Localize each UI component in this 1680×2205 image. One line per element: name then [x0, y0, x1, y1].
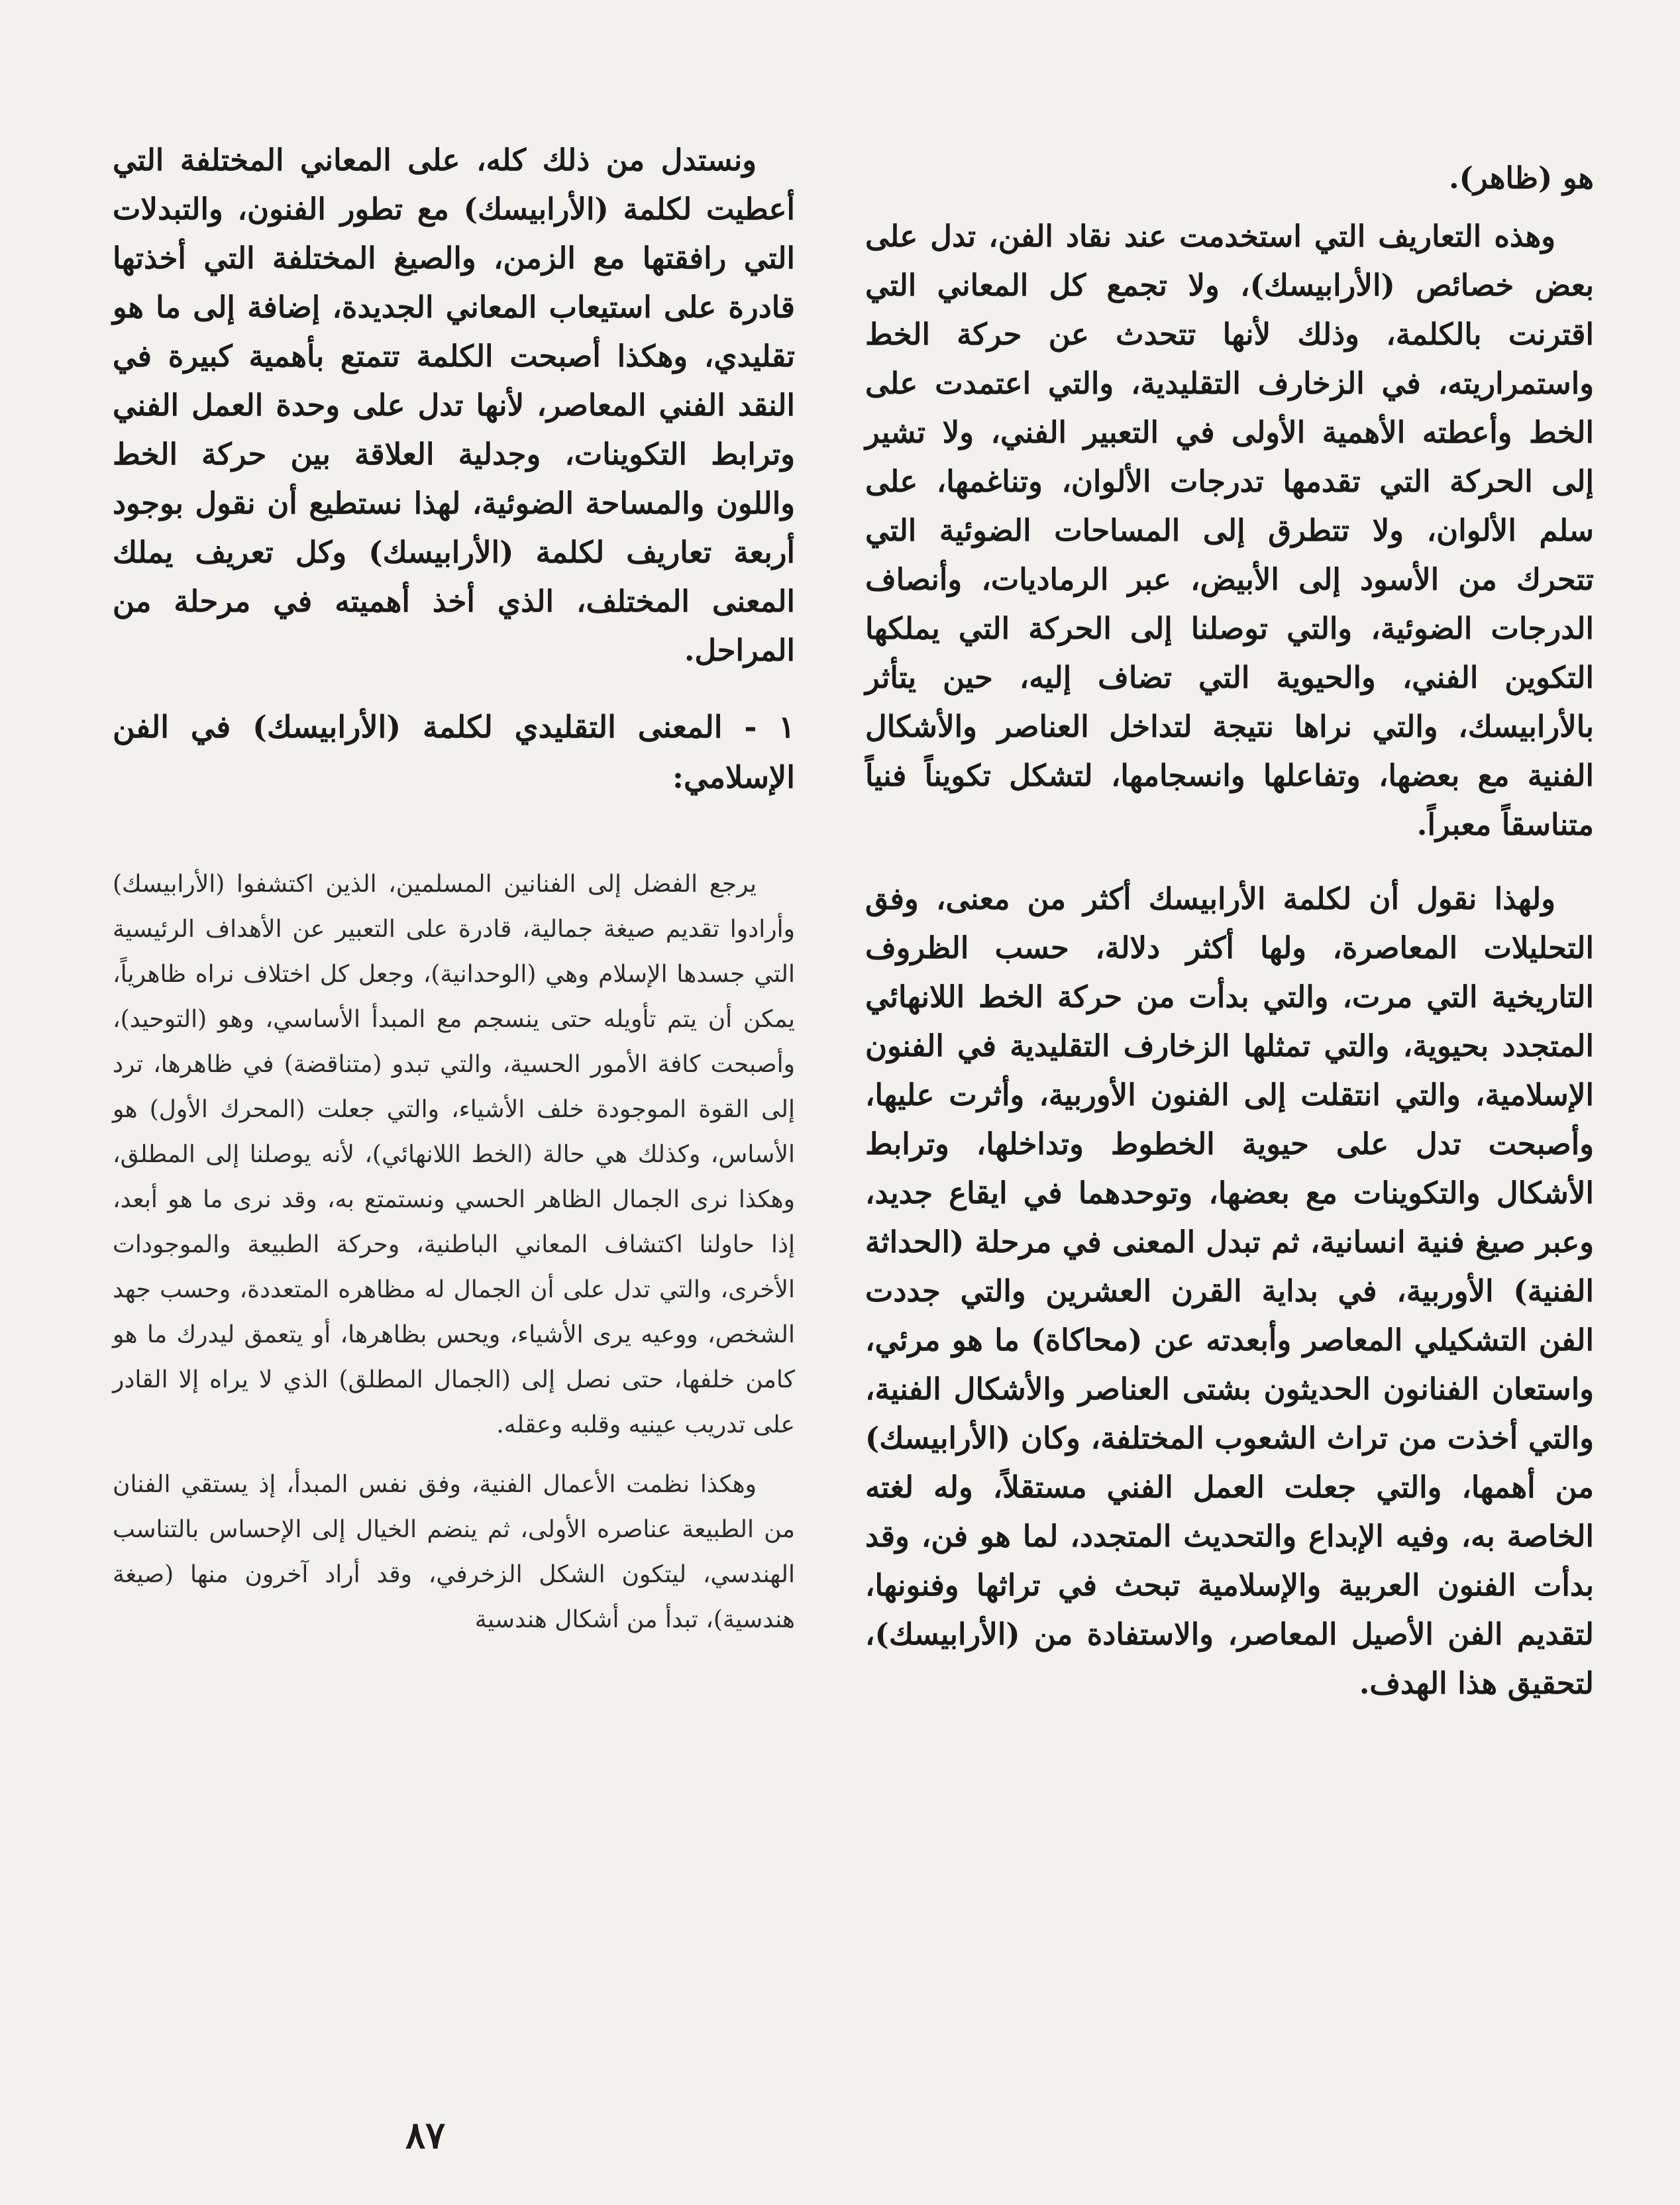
left-column: [113, 136, 795, 1642]
intro-paragraph: ونستدل من ذلك كله، على المعاني المختلفة التي أعطيت لكلمة (الأرابيسك) مع تطور الفنون، والتبدلات التي رافقتها مع الزمن، والصيغ المختلفة التي أخذتها قادرة على استيعاب المعاني الجديدة، إضافة إلى ما هو تقليدي، وهكذا أصبحت الكلمة تتمتع بأهمية كبيرة في النقد الفني المعاصر، لأنها تدل على وحدة العمل الفني وترابط التكوينات، وجدلية العلاقة بين حركة الخط واللون والمساحة الضوئية، لهذا نستطيع أن نقول بوجود أربعة تعاريف لكلمة (الأرابيسك) وكل تعريف يملك المعنى المختلف، الذي أخذ أهميته في مرحلة من المراحل.: [113, 142, 795, 668]
paragraph: وهذه التعاريف التي استخدمت عند نقاد الفن، تدل على بعض خصائص (الأرابيسك)، ولا تجمع كل المعاني التي اقترنت بالكلمة، وذلك لأنها تتحدث عن حركة الخط واستمراريته، في الزخارف التقليدية، والتي اعتمدت على الخط وأعطته الأهمية الأولى في التعبير الفني، ولا تشير إلى الحركة التي تقدمها تدرجات الألوان، وتناغمها، على سلم الألوان، ولا تتطرق إلى المساحات الضوئية التي تتحرك من الأسود إلى الأبيض، عبر الرماديات، وأنصاف الدرجات الضوئية، والتي توصلنا إلى الحركة التي يملكها التكوين الفني، والحيوية التي تضاف إليه، حين يتأثر بالأرابيسك، والتي نراها نتيجة لتداخل العناصر والأشكال الفنية مع بعضها، وتفاعلها وانسجامها، لتشكل تكويناً فنياً متناسقاً معبراً.: [865, 219, 1594, 842]
right-column: [865, 154, 1594, 1708]
page-number: ٨٧: [405, 2114, 446, 2157]
paragraph: وهكذا نظمت الأعمال الفنية، وفق نفس المبدأ، إذ يستقي الفنان من الطبيعة عناصره الأولى، ثم ينضم الخيال إلى الإحساس بالتناسب الهندسي، ليتكون الشكل الزخرفي، وقد أراد آخرون منها (صيغة هندسية)، تبدأ من أشكال هندسية: [113, 1471, 795, 1633]
paragraph: ولهذا نقول أن لكلمة الأرابيسك أكثر من معنى، وفق التحليلات المعاصرة، ولها أكثر دلالة، حسب الظروف التاريخية التي مرت، والتي بدأت من حركة الخط اللانهائي المتجدد بحيوية، والتي تمثلها الزخارف التقليدية في الفنون الإسلامية، والتي انتقلت إلى الفنون الأوربية، وأثرت عليها، وأصبحت تدل على حيوية الخطوط وتداخلها، وترابط الأشكال والتكوينات مع بعضها، وتوحدهما في ايقاع جديد، وعبر صيغ فنية انسانية، ثم تبدل المعنى في مرحلة (الحداثة الفنية) الأوربية، في بداية القرن العشرين والتي جددت الفن التشكيلي المعاصر وأبعدته عن (محاكاة) ما هو مرئي، واستعان الفنانون الحديثون بشتى العناصر والأشكال الفنية، والتي أخذت من تراث الشعوب المختلفة، وكان (الأرابيسك) من أهمها، والتي جعلت العمل الفني مستقلاً، وله لغته الخاصة به، وفيه الإبداع والتحديث المتجدد، لما هو فن، وقد بدأت الفنون العربية والإسلامية تبحث في تراثها وفنونها، لتقديم الفن الأصيل المعاصر، والاستفادة من (الأرابيسك)، لتحقيق هذا الهدف.: [865, 881, 1594, 1701]
section-body: [113, 862, 795, 1642]
section-heading: ١ - المعنى التقليدي لكلمة (الأرابيسك) في الفن الإسلامي:: [113, 709, 795, 795]
paragraph: هو (ظاهر).: [1449, 160, 1594, 195]
paragraph: يرجع الفضل إلى الفنانين المسلمين، الذين اكتشفوا (الأرابيسك) وأرادوا تقديم صيغة جمالية، قادرة على التعبير عن الأهداف الرئيسية التي جسدها الإسلام وهي (الوحدانية)، وجعل كل اختلاف نراه ظاهرياً، يمكن أن يتم تأويله حتى ينسجم مع المبدأ الأساسي، وهو (التوحيد)، وأصبحت كافة الأمور الحسية، والتي تبدو (متناقضة) في ظاهرها، ترد إلى القوة الموجودة خلف الأشياء، والتي جعلت (المحرك الأول) هو الأساس، وكذلك هي حالة (الخط اللانهائي)، لأنه يوصلنا إلى المطلق، وهكذا نرى الجمال الظاهر الحسي ونستمتع به، وقد نرى ما هو أبعد، إذا حاولنا اكتشاف المعاني الباطنية، وحركة الطبيعة والموجودات الأخرى، والتي تدل على أن الجمال له مظاهره المتعددة، وحسب جهد الشخص، ووعيه يرى الأشياء، ويحس بظاهرها، أو يتعمق ليدرك ما هو كامن خلفها، حتى نصل إلى (الجمال المطلق) الذي لا يراه إلا القادر على تدريب عينيه وقلبه وعقله.: [113, 871, 796, 1438]
